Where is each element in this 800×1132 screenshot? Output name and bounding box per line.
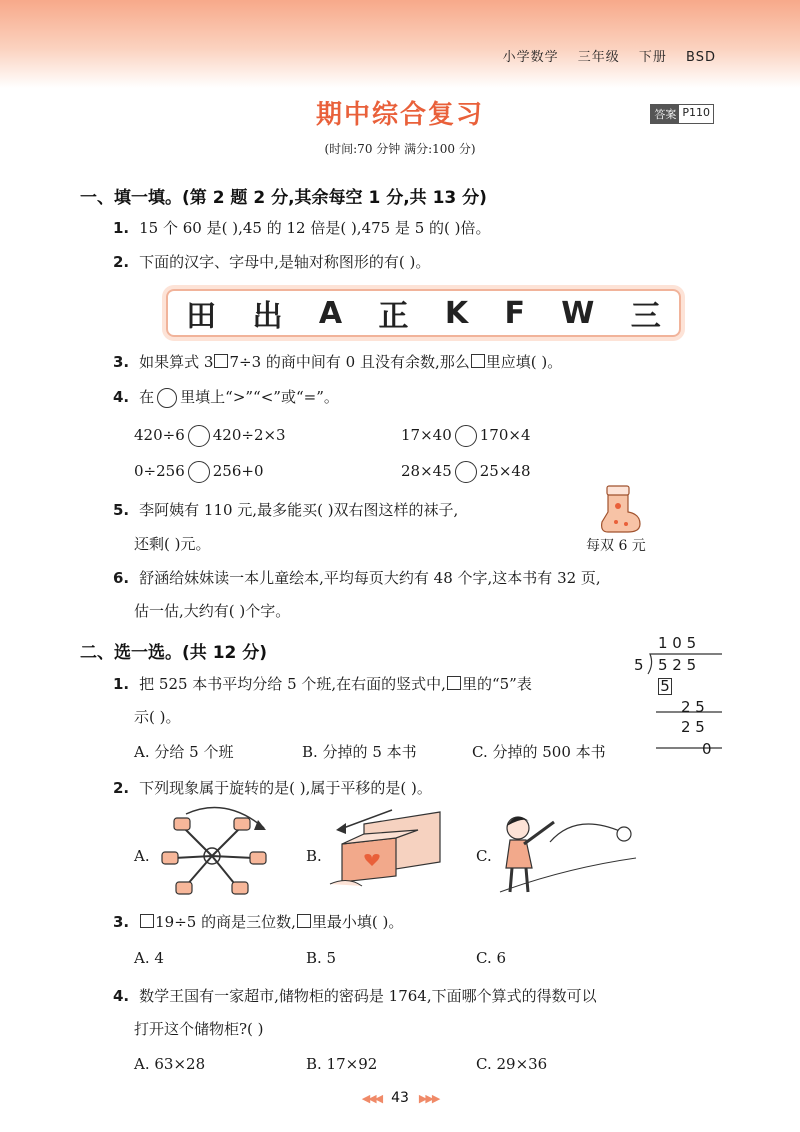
option-b[interactable]: B. 17×92	[306, 1055, 378, 1073]
ride-rotation-icon	[156, 802, 280, 898]
letter-zheng: 正	[378, 299, 409, 334]
division-step2: 2 5	[681, 698, 705, 716]
exam-info: (时间:70 分钟 满分:100 分)	[324, 142, 476, 156]
division-remainder: 0	[702, 740, 712, 758]
s2-question-2	[113, 778, 432, 798]
option-b[interactable]: B. 5	[306, 949, 337, 967]
square-icon	[297, 914, 311, 928]
letter-san: 三	[630, 299, 661, 334]
s2-question-4-line2: 打开这个储物柜?( )	[134, 1020, 264, 1038]
compare-item	[401, 460, 531, 483]
question-text: 15 个 60 是( ),45 的 12 倍是( ),475 是 5 的( )倍。	[139, 219, 491, 237]
question-number: 6.	[113, 569, 130, 587]
compare-item	[134, 424, 286, 447]
section1-heading: 一、填一填。(第 2 题 2 分,其余每空 1 分,共 13 分)	[80, 188, 487, 208]
letter-w: W	[561, 295, 595, 331]
answer-circle[interactable]	[455, 425, 477, 447]
page-title: 期中综合复习	[315, 100, 484, 130]
s2-question-1-line2: 示( )。	[134, 708, 181, 726]
question-text: 李阿姨有 110 元,最多能买( )双右图这样的袜子,	[139, 501, 459, 519]
question-text: 7÷3 的商中间有 0 且没有余数,那么	[229, 353, 470, 371]
option-a[interactable]: A. 63×28	[134, 1055, 206, 1073]
page-footer	[0, 1090, 800, 1106]
s1-question-1	[113, 218, 491, 238]
sock-price: 每双 6 元	[586, 538, 646, 554]
s1-question-5	[113, 500, 458, 520]
s2-question-4	[113, 986, 597, 1006]
right-arrows-icon: ▶▶▶	[418, 1092, 439, 1105]
letter-a: A	[318, 295, 343, 331]
question-text: 下列现象属于旋转的是( ),属于平移的是( )。	[139, 779, 432, 797]
question-text: 在	[139, 388, 155, 406]
answer-circle[interactable]	[188, 461, 210, 483]
compare-right: 420÷2×3	[212, 426, 286, 444]
circle-icon	[157, 388, 177, 408]
division-dividend: 5 2 5	[658, 656, 697, 674]
s1-question-5-line2: 还剩( )元。	[134, 535, 211, 553]
header-subject: 小学数学	[502, 50, 559, 65]
s1-question-2	[113, 252, 430, 272]
square-icon	[447, 676, 461, 690]
drawer-translation-icon	[328, 804, 448, 896]
sock-icon	[594, 482, 650, 534]
picture-label-b[interactable]: B.	[306, 847, 322, 865]
answer-circle[interactable]	[455, 461, 477, 483]
letter-chu: 出	[252, 299, 283, 334]
answer-label: 答案	[651, 105, 679, 123]
question-text: 里的“5”表	[461, 675, 532, 693]
question-number: 5.	[113, 501, 130, 519]
question-text: 里应填( )。	[485, 353, 563, 371]
compare-right: 25×48	[479, 462, 531, 480]
left-arrows-icon: ◀◀◀	[361, 1092, 382, 1105]
compare-left: 28×45	[401, 462, 452, 480]
s1-question-6-line2: 估一估,大约有( )个字。	[134, 602, 291, 620]
option-a[interactable]: A. 4	[134, 949, 164, 967]
s2-question-1	[113, 674, 532, 694]
option-c[interactable]: C. 6	[476, 949, 507, 967]
question-number: 2.	[113, 253, 130, 271]
letter-box	[166, 289, 681, 337]
letter-tian: 田	[186, 299, 217, 334]
letter-k: K	[444, 295, 469, 331]
s1-question-4	[113, 387, 339, 408]
question-text: 如果算式 3	[139, 353, 214, 371]
picture-label-a[interactable]: A.	[134, 847, 150, 865]
option-c[interactable]: C. 29×36	[476, 1055, 548, 1073]
question-text: 里填上“>”“<”或“=”。	[180, 388, 339, 406]
question-text: 舒涵给妹妹读一本儿童绘本,平均每页大约有 48 个字,这本书有 32 页,	[139, 569, 601, 587]
s2-question-3	[113, 912, 403, 932]
section2-heading: 二、选一选。(共 12 分)	[80, 643, 268, 663]
header-info	[489, 46, 716, 65]
boy-throwing-ball-icon	[496, 802, 638, 898]
question-number: 4.	[113, 987, 130, 1005]
question-text: 下面的汉字、字母中,是轴对称图形的有( )。	[139, 253, 431, 271]
compare-item	[401, 424, 531, 447]
square-icon	[140, 914, 154, 928]
division-step1: 5	[658, 678, 672, 695]
question-number: 3.	[113, 913, 130, 931]
question-number: 1.	[113, 219, 130, 237]
header-grade: 三年级	[577, 50, 620, 65]
header-term: 下册	[638, 50, 667, 65]
option-c[interactable]: C. 分掉的 500 本书	[472, 743, 606, 761]
compare-left: 0÷256	[134, 462, 185, 480]
answer-badge	[650, 104, 714, 124]
question-text: 数学王国有一家超市,储物柜的密码是 1764,下面哪个算式的得数可以	[139, 987, 597, 1005]
long-division	[634, 634, 724, 762]
square-icon	[471, 354, 485, 368]
header-edition: BSD	[686, 50, 716, 65]
compare-left: 17×40	[401, 426, 452, 444]
option-b[interactable]: B. 分掉的 5 本书	[302, 743, 417, 761]
compare-left: 420÷6	[134, 426, 185, 444]
question-number: 3.	[113, 353, 130, 371]
division-quotient: 1 0 5	[658, 634, 697, 652]
letter-f: F	[504, 295, 525, 331]
compare-item	[134, 460, 264, 483]
header-band	[0, 0, 800, 88]
question-text: 19÷5 的商是三位数,	[155, 913, 296, 931]
compare-right: 170×4	[479, 426, 531, 444]
square-icon	[214, 354, 228, 368]
s1-question-6	[113, 568, 601, 588]
question-number: 1.	[113, 675, 130, 693]
answer-circle[interactable]	[188, 425, 210, 447]
compare-right: 256+0	[212, 462, 264, 480]
division-step3: 2 5	[681, 718, 705, 736]
question-number: 4.	[113, 388, 130, 406]
question-text: 里最小填( )。	[311, 913, 404, 931]
answer-page: P110	[682, 106, 710, 119]
question-text: 把 525 本书平均分给 5 个班,在右面的竖式中,	[139, 675, 446, 693]
s1-question-3	[113, 352, 562, 372]
option-a[interactable]: A. 分给 5 个班	[134, 743, 234, 761]
question-number: 2.	[113, 779, 130, 797]
page-number: 43	[391, 1090, 409, 1106]
division-divisor: 5	[634, 656, 644, 674]
picture-label-c[interactable]: C.	[476, 847, 492, 865]
